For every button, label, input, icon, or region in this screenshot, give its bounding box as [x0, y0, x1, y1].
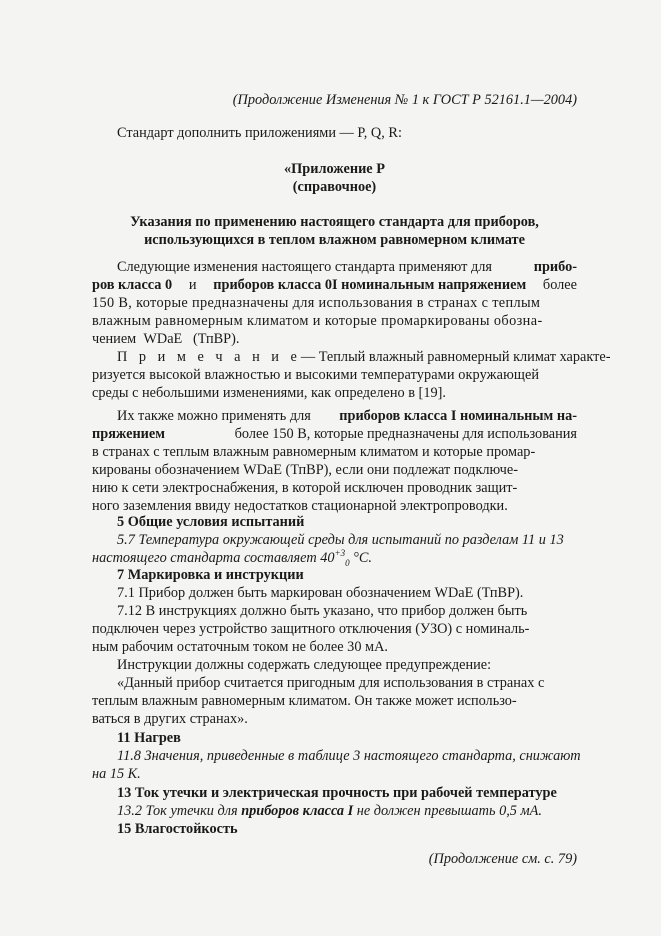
note-label: П р и м е ч а н и е [117, 349, 301, 365]
p2-line-3: в странах с теплым влажным равномерным климатом и которые промар- [92, 444, 536, 460]
p2-line-2 [92, 425, 577, 443]
s7-line-3: подключен через устройство защитного отключения (УЗО) с номиналь- [92, 621, 530, 637]
s7-line-8: ваться в других странах». [92, 711, 248, 727]
section-15-heading: 15 Влагостойкость [117, 821, 238, 837]
s5-line-1: 5.7 Температура окружающей среды для испытаний по разделам 11 и 13 [117, 532, 564, 548]
p2-bold: приборов класса I номинальным на- [339, 408, 577, 424]
s7-line-6: «Данный прибор считается пригодным для использования в странах с [117, 675, 545, 691]
s13-line-1 [117, 802, 542, 820]
section-7-heading: 7 Маркировка и инструкции [117, 567, 304, 583]
p1-text: более [542, 277, 577, 293]
s13-text: не должен превышать 0,5 мА. [353, 803, 542, 819]
p1-line-5: чением WDaE (ТпВР). [92, 331, 240, 347]
note-line-1 [117, 348, 611, 366]
p1-line-4: влажным равномерным климатом и которые промаркированы обозна- [92, 313, 543, 329]
s5-unit: °C. [349, 550, 373, 566]
p2-text: более 150 В, которые предназначены для использования [234, 426, 577, 442]
p1-line-2 [92, 276, 577, 294]
page-footer: (Продолжение см. с. 79) [428, 851, 577, 867]
section-5-heading: 5 Общие условия испытаний [117, 514, 305, 530]
appendix-title: «Приложение P [284, 161, 385, 177]
section-13-heading: 13 Ток утечки и электрическая прочность при рабочей температуре [117, 785, 557, 801]
appendix-heading-line-2: использующихся в теплом влажном равномерном климате [144, 232, 525, 248]
intro-text: Стандарт дополнить приложениями — P, Q, R: [117, 125, 402, 141]
p2-line-1 [92, 407, 577, 425]
s7-line-7: теплым влажным равномерным климатом. Он также может использо- [92, 693, 517, 709]
p2-line-6: ного заземления ввиду недостатков стационарной электропроводки. [92, 498, 508, 514]
appendix-subtitle: (справочное) [292, 179, 377, 195]
appendix-heading-line-1: Указания по применению настоящего стандарта для приборов, [130, 214, 539, 230]
p1-bold: прибо- [533, 259, 577, 275]
p2-line-4: кированы обозначением WDaE (ТпВР), если они подлежат подключе- [92, 462, 518, 478]
s7-line-1: 7.1 Прибор должен быть маркирован обозначением WDaE (ТпВР). [117, 585, 524, 601]
p1-text: и [188, 277, 197, 293]
p1-line-1 [92, 258, 577, 276]
p2-text: Их также можно применять для [117, 408, 311, 424]
p1-bold: ров класса 0 [92, 277, 173, 293]
s7-line-2: 7.12 В инструкциях должно быть указано, что прибор должен быть [117, 603, 528, 619]
p1-bold: приборов класса 0I номинальным напряжением [213, 277, 527, 293]
note-line-3: среды с небольшими изменениями, как определено в [19]. [92, 385, 446, 401]
page-header: (Продолжение Изменения № 1 к ГОСТ Р 52161.1—2004) [232, 92, 577, 108]
s13-bold: приборов класса I [241, 803, 354, 819]
note-text: — Теплый влажный равномерный климат характе- [300, 349, 611, 365]
tolerance-upper: +3 [334, 548, 346, 559]
p2-line-5: нию к сети электроснабжения, в которой исключен проводник защит- [92, 480, 518, 496]
s5-line-2 [92, 549, 372, 567]
note-line-2: ризуется высокой влажностью и высокими температурами окружающей [92, 367, 540, 383]
tolerance-lower: 0 [345, 557, 350, 568]
s11-line-2: на 15 К. [92, 766, 141, 782]
s11-line-1: 11.8 Значения, приведенные в таблице 3 настоящего стандарта, снижают [117, 748, 581, 764]
s7-line-5: Инструкции должны содержать следующее предупреждение: [117, 657, 492, 673]
p1-text: Следующие изменения настоящего стандарта применяют для [117, 259, 492, 275]
s13-text: 13.2 Ток утечки для [117, 803, 242, 819]
p1-line-3: 150 В, которые предназначены для использования в странах с теплым [92, 295, 541, 311]
section-11-heading: 11 Нагрев [117, 730, 181, 746]
s5-text: настоящего стандарта составляет 40 [92, 550, 335, 566]
p2-bold: пряжением [92, 426, 166, 442]
s7-line-4: ным рабочим остаточным током не более 30 мА. [92, 639, 388, 655]
